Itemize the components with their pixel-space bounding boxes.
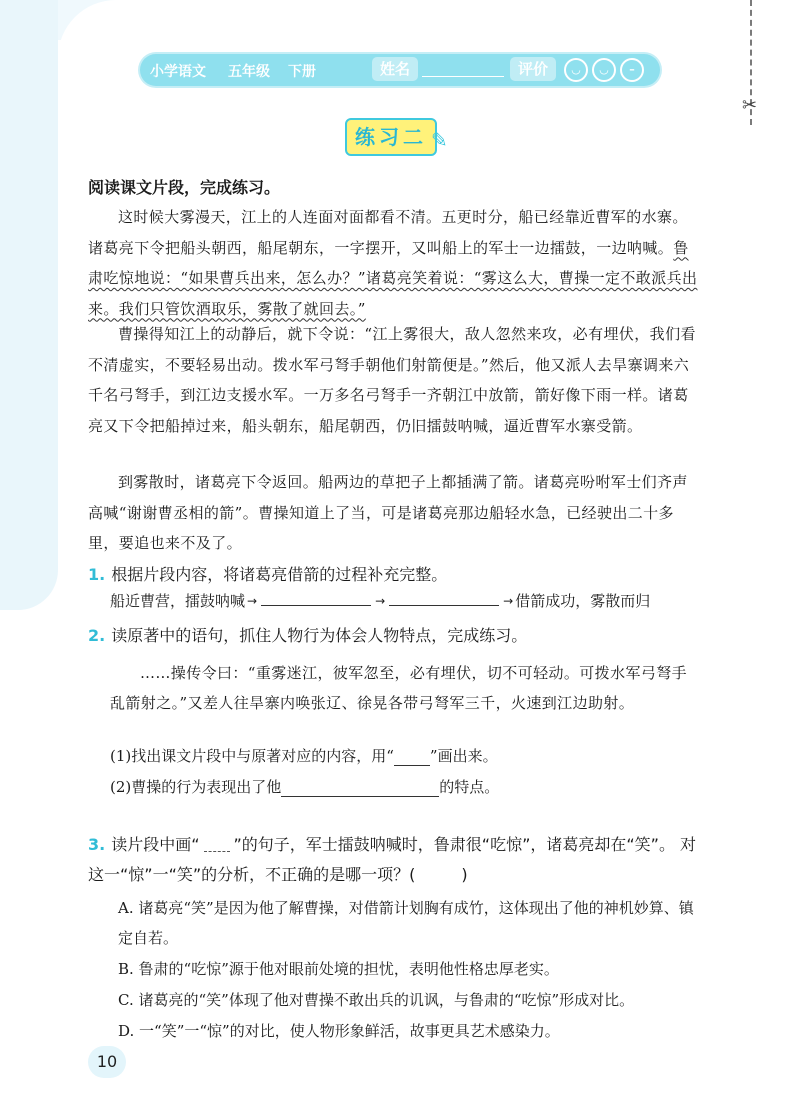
grade-label: 五年级 (228, 64, 270, 80)
exercise-title (345, 118, 448, 154)
question-3-text-a: 读片段中画“ (111, 835, 200, 854)
happy-face-icon[interactable]: ◡ (564, 58, 588, 82)
question-2-text: 读原著中的语句，抓住人物行为体会人物特点，完成练习。 (111, 626, 528, 645)
process-blank-2[interactable] (389, 595, 499, 606)
smile-face-icon[interactable]: ◡ (592, 58, 616, 82)
arrow-icon: → (503, 593, 514, 608)
question-2-sub-1 (110, 745, 498, 766)
option-b[interactable]: B. 鲁肃的“吃惊”源于他对眼前处境的担忧，表明他性格忠厚老实。 (118, 960, 559, 978)
reading-instruction: 阅读课文片段，完成练习。 (88, 178, 281, 197)
passage-text: 这时候大雾漫天，江上的人连面对面都看不清。五更时分，船已经靠近曹军的水寨。诸葛亮下令把船头朝西，船尾朝东，一字摆开，又叫船上的军士一边擂鼓，一边呐喊。 (88, 208, 688, 257)
question-2-sub-2 (110, 776, 499, 797)
volume-label: 下册 (288, 64, 316, 80)
question-3-text-b: ”的句子，军士擂鼓呐喊时，鲁肃很“吃惊”，诸葛亮却在“笑”。 对这一“惊”一“笑”的分析，不正确的是哪一项？( (88, 835, 697, 884)
name-input-line[interactable] (422, 76, 504, 77)
subject-label: 小学语文 (150, 64, 206, 80)
answer-blank[interactable] (281, 780, 439, 797)
original-text-quote: ……操传令曰：“重雾迷江，彼军忽至，必有埋伏，切不可轻动。可拨水军弓弩手乱箭射之。”又差人往旱寨内唤张辽、徐晃各带弓弩军三千，火速到江边助射。 (110, 664, 688, 712)
pencil-icon: ✎ (431, 128, 448, 152)
wavy-underlined-sentence: 鲁肃吃惊地说：“如果曹兵出来，怎么办？”诸葛亮笑着说：“雾这么大，曹操一定不敢派兵出来。我们只管饮酒取乐，雾散了就回去。” (88, 238, 698, 318)
option-d[interactable]: D. 一“笑”一“惊”的对比，使人物形象鲜活，故事更具艺术感染力。 (118, 1022, 560, 1040)
header-bar (140, 54, 660, 86)
option-a[interactable]: A. 诸葛亮“笑”是因为他了解曹操，对借箭计划胸有成竹，这体现出了他的神机妙算、镇定自若。 (118, 899, 694, 947)
scissors-icon: ✂ (742, 95, 758, 116)
sub-2-text-a: (2)曹操的行为表现出了他 (110, 778, 282, 796)
question-3-text-c: ) (461, 865, 468, 884)
question-1 (88, 562, 447, 585)
question-3-number: 3. (88, 835, 106, 854)
arrow-icon: → (247, 593, 258, 608)
option-c[interactable]: C. 诸葛亮的“笑”体现了他对曹操不敢出兵的讥讽，与鲁肃的“吃惊”形成对比。 (118, 991, 635, 1009)
name-label: 姓名 (372, 57, 418, 81)
process-blank-1[interactable] (261, 595, 371, 606)
underline-sample (394, 751, 430, 766)
question-1-text: 根据片段内容，将诸葛亮借箭的过程补充完整。 (111, 565, 448, 584)
rating-label: 评价 (510, 57, 556, 81)
sub-1-text-a: (1)找出课文片段中与原著对应的内容，用“ (110, 747, 394, 765)
process-end: 借箭成功，雾散而归 (515, 592, 651, 610)
sub-2-text-b: 的特点。 (439, 778, 500, 796)
passage-paragraph-1 (88, 202, 698, 324)
neutral-face-icon[interactable]: – (620, 58, 644, 82)
arrow-icon: → (375, 593, 386, 608)
question-1-number: 1. (88, 565, 106, 584)
left-background-panel (0, 0, 58, 610)
exercise-title-text: 练习二 (345, 118, 437, 156)
question-2 (88, 623, 527, 646)
question-1-process (110, 590, 650, 611)
question-2-number: 2. (88, 626, 106, 645)
page-number: 10 (88, 1046, 126, 1078)
question-3 (88, 830, 708, 890)
wavy-line-sample (204, 839, 230, 852)
passage-paragraph-3: 到雾散时，诸葛亮下令返回。船两边的草把子上都插满了箭。诸葛亮吩咐军士们齐声高喊“谢谢曹丞相的箭”。曹操知道上了当，可是诸葛亮那边船轻水急，已经驶出二十多里，要追也来不及了。 (88, 473, 688, 552)
sub-1-text-b: ”画出来。 (429, 747, 498, 765)
process-start: 船近曹营，擂鼓呐喊 (110, 592, 246, 610)
passage-paragraph-2: 曹操得知江上的动静后，就下令说：“江上雾很大，敌人忽然来攻，必有埋伏，我们看不清虚实，不要轻易出动。拨水军弓弩手朝他们射箭便是。”然后，他又派人去旱寨调来六千名弓弩手，到江边支援水军。一万多名弓弩手一齐朝江中放箭，箭好像下雨一样。诸葛亮又下令把船掉过来，船头朝东，船尾朝西，仍旧擂鼓呐喊，逼近曹军水寨受箭。 (88, 325, 696, 435)
